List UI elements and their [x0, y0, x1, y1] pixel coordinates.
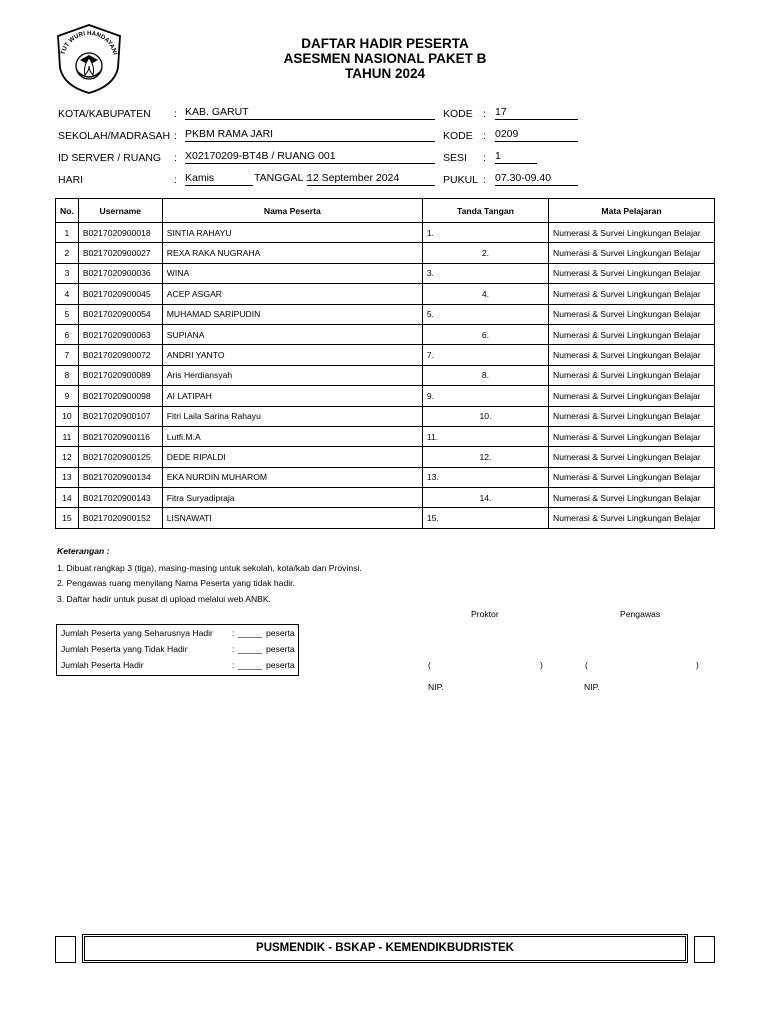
row-signature: 15.: [422, 508, 548, 528]
row-username: B0217020900036: [78, 263, 162, 283]
doc-title-line1: DAFTAR HADIR PESERTA: [301, 36, 469, 51]
attendance-table: [55, 198, 715, 529]
pengawas-open-paren: (: [585, 660, 588, 670]
sesi-value: 1: [495, 150, 537, 164]
row-no: 3: [56, 263, 79, 283]
table-row: [56, 406, 715, 426]
row-signature: 14.: [422, 488, 548, 508]
row-no: 2: [56, 243, 79, 263]
summary-label: Jumlah Peserta Hadir: [61, 660, 144, 670]
row-no: 6: [56, 324, 79, 344]
tut-wuri-handayani-logo: [52, 22, 126, 96]
table-row: [56, 284, 715, 304]
row-mapel: Numerasi & Survei Lingkungan Belajar: [549, 386, 715, 406]
tanggal-value: 12 September 2024: [307, 172, 435, 186]
attendance-summary-box: [56, 624, 299, 676]
proktor-open-paren: (: [428, 660, 431, 670]
kode2-label: KODE: [443, 130, 473, 142]
table-row: [56, 508, 715, 528]
row-username: B0217020900143: [78, 488, 162, 508]
footer-left-box: [55, 936, 76, 963]
row-nama: WINA: [162, 263, 422, 283]
colon: :: [483, 108, 486, 120]
row-username: B0217020900045: [78, 284, 162, 304]
table-row: [56, 447, 715, 467]
kota-value: KAB. GARUT: [185, 106, 435, 120]
colon: :: [174, 130, 177, 142]
table-row: [56, 467, 715, 487]
doc-title-line2: ASESMEN NASIONAL PAKET B: [283, 51, 487, 66]
colon: :: [483, 152, 486, 164]
table-row: [56, 324, 715, 344]
row-nama: ANDRI YANTO: [162, 345, 422, 365]
summary-colon: :: [232, 644, 235, 654]
table-row: [56, 243, 715, 263]
notes-title: Keterangan :: [57, 546, 110, 556]
pukul-label: PUKUL: [443, 174, 479, 186]
row-mapel: Numerasi & Survei Lingkungan Belajar: [549, 365, 715, 385]
row-mapel: Numerasi & Survei Lingkungan Belajar: [549, 447, 715, 467]
table-header-row: [56, 199, 715, 223]
table-row: [56, 386, 715, 406]
row-signature: 9.: [422, 386, 548, 406]
row-mapel: Numerasi & Survei Lingkungan Belajar: [549, 304, 715, 324]
summary-row: [61, 644, 297, 659]
table-row: [56, 345, 715, 365]
row-mapel: Numerasi & Survei Lingkungan Belajar: [549, 223, 715, 243]
row-signature: 1.: [422, 223, 548, 243]
kota-label: KOTA/KABUPATEN: [58, 108, 151, 120]
table-row: [56, 365, 715, 385]
note-item: 3. Daftar hadir untuk pusat di upload melalui web ANBK.: [57, 594, 272, 604]
colon: :: [483, 174, 486, 186]
row-no: 10: [56, 406, 79, 426]
row-mapel: Numerasi & Survei Lingkungan Belajar: [549, 243, 715, 263]
row-username: B0217020900152: [78, 508, 162, 528]
summary-unit: peserta: [266, 644, 295, 654]
server-label: ID SERVER / RUANG: [58, 152, 162, 164]
row-signature: 6.: [422, 324, 548, 344]
row-nama: Fitra Suryadipraja: [162, 488, 422, 508]
server-value: X02170209-BT4B / RUANG 001: [185, 150, 435, 164]
row-nama: EKA NURDIN MUHAROM: [162, 467, 422, 487]
row-signature: 4.: [422, 284, 548, 304]
row-mapel: Numerasi & Survei Lingkungan Belajar: [549, 345, 715, 365]
tanggal-label: TANGGAL :: [254, 172, 309, 184]
row-username: B0217020900116: [78, 426, 162, 446]
table-row: [56, 426, 715, 446]
row-signature: 10.: [422, 406, 548, 426]
row-nama: DEDE RIPALDI: [162, 447, 422, 467]
kode1-value: 17: [495, 106, 578, 120]
summary-label: Jumlah Peserta yang Tidak Hadir: [61, 644, 188, 654]
table-row: [56, 223, 715, 243]
row-username: B0217020900125: [78, 447, 162, 467]
note-item: 2. Pengawas ruang menyilang Nama Peserta yang tidak hadir.: [57, 578, 295, 588]
summary-blank: _____: [238, 660, 262, 670]
row-username: B0217020900072: [78, 345, 162, 365]
row-username: B0217020900107: [78, 406, 162, 426]
header-no: No.: [56, 199, 79, 223]
summary-unit: peserta: [266, 660, 295, 670]
sesi-label: SESI: [443, 152, 467, 164]
row-no: 11: [56, 426, 79, 446]
row-no: 14: [56, 488, 79, 508]
row-no: 1: [56, 223, 79, 243]
row-username: B0217020900134: [78, 467, 162, 487]
kode2-value: 0209: [495, 128, 578, 142]
row-nama: Lutfi.M.A: [162, 426, 422, 446]
row-mapel: Numerasi & Survei Lingkungan Belajar: [549, 406, 715, 426]
hari-value: Kamis: [185, 172, 253, 186]
colon: :: [174, 108, 177, 120]
pengawas-close-paren: ): [696, 660, 699, 670]
row-username: B0217020900098: [78, 386, 162, 406]
proktor-nip: NIP.: [428, 682, 444, 692]
summary-row: [61, 660, 297, 675]
summary-row: [61, 628, 297, 643]
row-nama: LISNAWATI: [162, 508, 422, 528]
row-username: B0217020900018: [78, 223, 162, 243]
row-signature: 5.: [422, 304, 548, 324]
row-signature: 8.: [422, 365, 548, 385]
pengawas-nip: NIP.: [584, 682, 600, 692]
row-username: B0217020900089: [78, 365, 162, 385]
summary-unit: peserta: [266, 628, 295, 638]
row-username: B0217020900063: [78, 324, 162, 344]
sekolah-value: PKBM RAMA JARI: [185, 128, 435, 142]
pengawas-label: Pengawas: [620, 609, 661, 619]
summary-colon: :: [232, 628, 235, 638]
footer-right-box: [694, 936, 715, 963]
row-nama: ACEP ASGAR: [162, 284, 422, 304]
header-mata-pelajaran: Mata Pelajaran: [549, 199, 715, 223]
header-nama-peserta: Nama Peserta: [162, 199, 422, 223]
table-row: [56, 304, 715, 324]
row-nama: AI LATIPAH: [162, 386, 422, 406]
row-signature: 2.: [422, 243, 548, 263]
row-no: 7: [56, 345, 79, 365]
row-no: 4: [56, 284, 79, 304]
row-mapel: Numerasi & Survei Lingkungan Belajar: [549, 284, 715, 304]
hari-label: HARI: [58, 174, 84, 186]
row-mapel: Numerasi & Survei Lingkungan Belajar: [549, 324, 715, 344]
row-nama: SUPIANA: [162, 324, 422, 344]
row-no: 12: [56, 447, 79, 467]
colon: :: [174, 152, 177, 164]
row-nama: REXA RAKA NUGRAHA: [162, 243, 422, 263]
row-mapel: Numerasi & Survei Lingkungan Belajar: [549, 263, 715, 283]
row-no: 5: [56, 304, 79, 324]
header-tanda-tangan: Tanda Tangan: [422, 199, 548, 223]
table-row: [56, 488, 715, 508]
summary-label: Jumlah Peserta yang Seharusnya Hadir: [61, 628, 213, 638]
proktor-close-paren: ): [540, 660, 543, 670]
logo-motto: TUT WURI HANDAYANI: [59, 29, 119, 56]
note-item: 1. Dibuat rangkap 3 (tiga), masing-masing untuk sekolah, kota/kab dan Provinsi.: [57, 563, 362, 573]
row-nama: Fitri Laila Sarina Rahayu: [162, 406, 422, 426]
doc-title-line3: TAHUN 2024: [344, 66, 426, 81]
row-no: 8: [56, 365, 79, 385]
row-no: 15: [56, 508, 79, 528]
summary-blank: _____: [238, 644, 262, 654]
row-signature: 7.: [422, 345, 548, 365]
summary-blank: _____: [238, 628, 262, 638]
row-no: 9: [56, 386, 79, 406]
row-mapel: Numerasi & Survei Lingkungan Belajar: [549, 508, 715, 528]
row-signature: 3.: [422, 263, 548, 283]
colon: :: [174, 174, 177, 186]
proktor-label: Proktor: [471, 609, 499, 619]
row-signature: 13.: [422, 467, 548, 487]
table-row: [56, 263, 715, 283]
row-signature: 12.: [422, 447, 548, 467]
row-nama: MUHAMAD SARIPUDIN: [162, 304, 422, 324]
footer-banner: PUSMENDIK - BSKAP - KEMENDIKBUDRISTEK: [84, 936, 686, 961]
header-username: Username: [78, 199, 162, 223]
row-signature: 11.: [422, 426, 548, 446]
colon: :: [483, 130, 486, 142]
row-username: B0217020900027: [78, 243, 162, 263]
summary-colon: :: [232, 660, 235, 670]
row-mapel: Numerasi & Survei Lingkungan Belajar: [549, 426, 715, 446]
row-mapel: Numerasi & Survei Lingkungan Belajar: [549, 467, 715, 487]
kode1-label: KODE: [443, 108, 473, 120]
row-nama: SINTIA RAHAYU: [162, 223, 422, 243]
row-no: 13: [56, 467, 79, 487]
sekolah-label: SEKOLAH/MADRASAH: [58, 130, 171, 142]
row-mapel: Numerasi & Survei Lingkungan Belajar: [549, 488, 715, 508]
row-nama: Aris Herdiansyah: [162, 365, 422, 385]
row-username: B0217020900054: [78, 304, 162, 324]
pukul-value: 07.30-09.40: [495, 172, 578, 186]
